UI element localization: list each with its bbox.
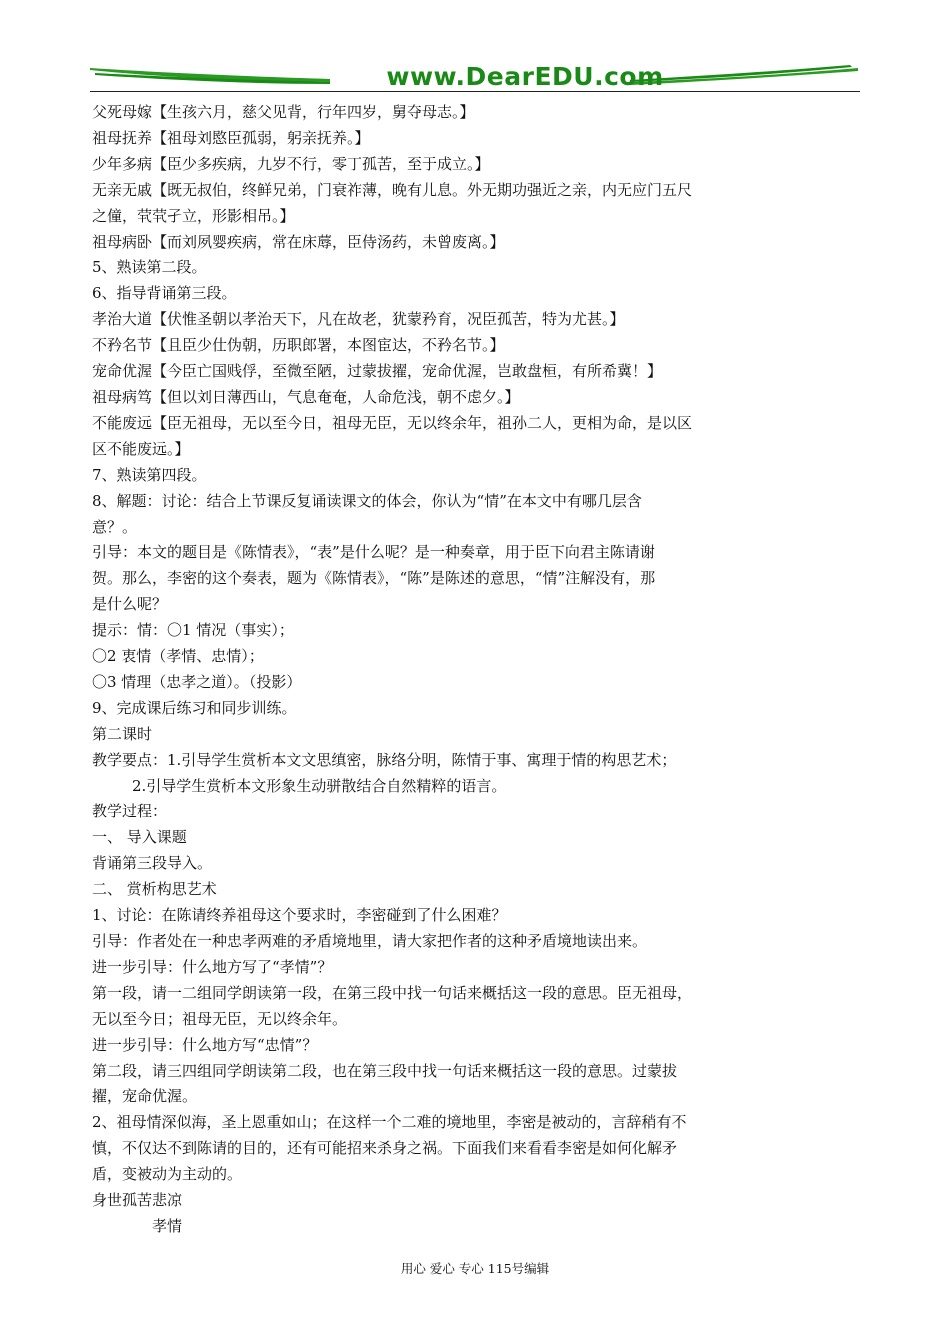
text-line: 1、讨论：在陈请终养祖母这个要求时，李密碰到了什么困难？ — [92, 906, 507, 925]
text-line: 意？。 — [92, 517, 138, 536]
text-line: 2.引导学生赏析本文形象生动骈散结合自然精粹的语言。 — [132, 776, 507, 795]
text-line: 进一步引导：什么地方写了“孝情”？ — [92, 957, 333, 976]
text-line: 教学过程： — [92, 802, 168, 821]
text-line: 身世孤苦悲凉 — [92, 1191, 183, 1210]
text-line: 〇3 情理（忠孝之道）。（投影） — [92, 672, 302, 691]
text-line: 9、完成课后练习和同步训练。 — [92, 698, 297, 717]
text-line: 进一步引导：什么地方写“忠情”？ — [92, 1035, 318, 1054]
text-line: 之僮，茕茕孑立，形影相吊。】 — [92, 206, 295, 225]
site-logo-text: www.DearEDU.com — [386, 62, 664, 91]
text-line: 5、熟读第二段。 — [92, 258, 207, 277]
text-line: 教学要点：1.引导学生赏析本文文思缜密，脉络分明，陈情于事、寓理于情的构思艺术； — [92, 750, 677, 769]
text-line: 提示：情：〇1 情况（事实）； — [92, 621, 294, 640]
text-line: 父死母嫁【生孩六月，慈父见背，行年四岁，舅夺母志。】 — [92, 103, 475, 121]
text-line: 宠命优渥【今臣亡国贱俘，至微至陋，过蒙拔擢，宠命优渥，岂敢盘桓，有所希冀！】 — [92, 362, 663, 381]
text-line: 擢，宠命优渥。 — [92, 1087, 198, 1106]
text-line: 贺。那么，李密的这个奏表，题为《陈情表》，“陈”是陈述的意思，“情”注解没有，那 — [92, 569, 656, 588]
text-line: 是什么呢？ — [92, 595, 168, 614]
text-line: 背诵第三段导入。 — [92, 854, 213, 873]
page-header — [90, 60, 860, 94]
text-line: 少年多病【臣少多疾病，九岁不行，零丁孤苦，至于成立。】 — [92, 154, 490, 173]
text-line: 盾，变被动为主动的。 — [92, 1165, 243, 1184]
text-line: 7、熟读第四段。 — [92, 465, 207, 484]
text-line: 第一段，请一二组同学朗读第一段，在第三段中找一句话来概括这一段的意思。臣无祖母， — [92, 983, 693, 1002]
text-line: 不矜名节【且臣少仕伪朝，历职郎署，本图宦达，不矜名节。】 — [92, 336, 505, 355]
text-line: 二、 赏析构思艺术 — [92, 880, 217, 899]
text-line: 第二段，请三四组同学朗读第二段，也在第三段中找一句话来概括这一段的意思。过蒙拔 — [92, 1061, 678, 1080]
text-line: 6、指导背诵第三段。 — [92, 284, 237, 303]
text-line: 祖母抚养【祖母刘愍臣孤弱，躬亲抚养。】 — [92, 128, 370, 147]
text-line: 〇2 衷情（孝情、忠情）； — [92, 647, 264, 666]
text-line: 慎，不仅达不到陈请的目的，还有可能招来杀身之祸。下面我们来看看李密是如何化解矛 — [92, 1139, 678, 1158]
text-line: 孝情 — [152, 1216, 183, 1235]
section-heading: 第二课时 — [92, 724, 153, 743]
header-divider — [90, 91, 860, 92]
text-line: 无亲无戚【既无叔伯，终鲜兄弟，门衰祚薄，晚有儿息。外无期功强近之亲，内无应门五尺 — [92, 180, 693, 199]
text-line: 2、祖母情深似海，圣上恩重如山；在这样一个二难的境地里，李密是被动的，言辞稍有不 — [92, 1113, 687, 1132]
text-line: 8、解题：讨论：结合上节课反复诵读课文的体会，你认为“情”在本文中有哪几层含 — [92, 491, 642, 510]
text-line: 无以至今日；祖母无臣，无以终余年。 — [92, 1009, 348, 1028]
text-line: 不能废远【臣无祖母，无以至今日，祖母无臣，无以终余年，祖孙二人，更相为命，是以区 — [92, 413, 693, 432]
text-line: 一、 导入课题 — [92, 828, 187, 847]
document-body — [92, 100, 768, 1240]
text-line: 孝治大道【伏惟圣朝以孝治天下，凡在故老，犹蒙矜育，况臣孤苦，特为尤甚。】 — [92, 310, 625, 329]
text-line: 引导：作者处在一种忠孝两难的矛盾境地里，请大家把作者的这种矛盾境地读出来。 — [92, 932, 648, 950]
text-line: 祖母病笃【但以刘日薄西山，气息奄奄，人命危浅，朝不虑夕。】 — [92, 387, 520, 406]
page-footer: 用心 爱心 专心 115号编辑 — [400, 1261, 550, 1276]
text-line: 区不能废远。】 — [92, 439, 190, 458]
text-line: 引导：本文的题目是《陈情表》，“表”是什么呢？是一种奏章，用于臣下向君主陈请谢 — [92, 543, 655, 562]
text-line: 祖母病卧【而刘夙婴疾病，常在床蓐，臣侍汤药，未曾废离。】 — [92, 232, 505, 251]
